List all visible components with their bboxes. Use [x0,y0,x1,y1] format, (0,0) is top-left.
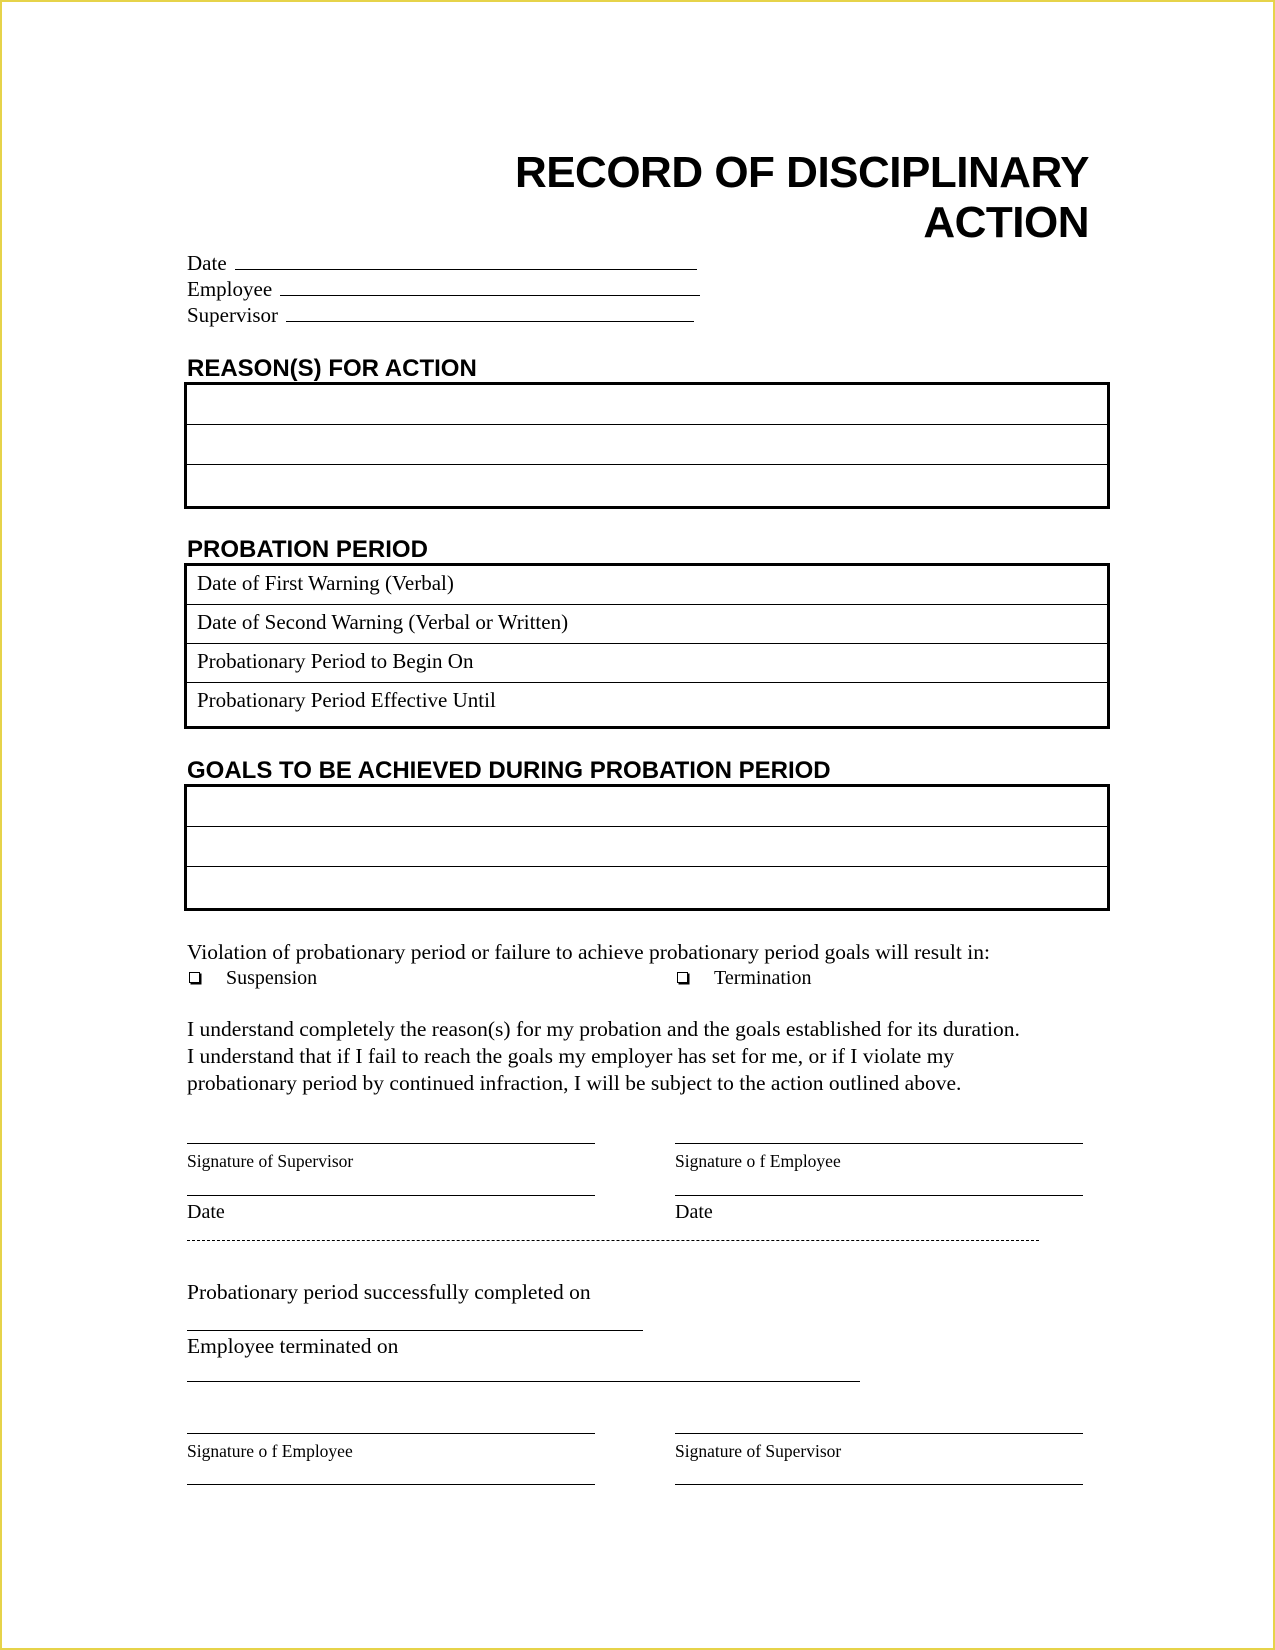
supervisor-label: Supervisor [187,303,278,327]
probation-row-label: Probationary Period to Begin On [197,649,474,673]
date-field [187,250,697,276]
probation-row-label: Date of Second Warning (Verbal or Written) [197,610,569,634]
reasons-heading: REASON(S) FOR ACTION [187,355,477,382]
completed-date-line[interactable] [187,1330,643,1331]
employee-date-line[interactable] [675,1195,1083,1196]
acknowledgement-line-2: I understand that if I fail to reach the goals my employer has set for me, or if I violate my [187,1044,955,1068]
termination-option[interactable] [677,966,811,990]
probation-row-label: Probationary Period Effective Until [197,688,496,712]
supervisor-input-line[interactable] [286,304,694,322]
goals-box [184,784,1110,911]
goals-heading: GOALS TO BE ACHIEVED DURING PROBATION PERIOD [187,757,831,784]
supervisor-signature-line[interactable] [187,1143,595,1144]
suspension-option[interactable] [189,966,317,990]
cut-line-divider [187,1240,1039,1241]
reasons-row[interactable] [187,425,1107,465]
date-input-line[interactable] [235,252,697,270]
supervisor-signature-line-2[interactable] [675,1433,1083,1434]
date-label-left: Date [187,1201,225,1223]
supervisor-signature-label-2: Signature of Supervisor [675,1441,842,1461]
employee-field [187,276,700,302]
reasons-box [184,382,1110,509]
goals-row[interactable] [187,787,1107,827]
employee-label: Employee [187,277,273,301]
employee-signature-line-2[interactable] [187,1433,595,1434]
completed-label: Probationary period successfully completed on [187,1280,591,1304]
reasons-row[interactable] [187,385,1107,425]
checkbox-icon[interactable] [189,972,200,983]
goals-row[interactable] [187,867,1107,907]
checkbox-icon[interactable] [677,972,688,983]
terminated-date-line[interactable] [187,1381,860,1382]
date-label: Date [187,251,227,275]
supervisor-date-line[interactable] [187,1195,595,1196]
termination-label: Termination [714,967,812,989]
violation-text: Violation of probationary period or failure to achieve probationary period goals will result in: [187,940,990,964]
supervisor-date-line-2[interactable] [675,1484,1083,1485]
terminated-label: Employee terminated on [187,1334,399,1358]
date-label-right: Date [675,1201,713,1223]
probation-row-first-warning[interactable] [187,566,1107,605]
probation-row-second-warning[interactable] [187,605,1107,644]
title-line-2: ACTION [923,198,1089,247]
goals-row[interactable] [187,827,1107,867]
probation-row-begin[interactable] [187,644,1107,683]
supervisor-signature-label: Signature of Supervisor [187,1151,354,1171]
probation-heading: PROBATION PERIOD [187,536,428,563]
acknowledgement-line-1: I understand completely the reason(s) for my probation and the goals established for its duration. [187,1017,1020,1041]
employee-signature-label-2: Signature o f Employee [187,1441,353,1461]
employee-date-line-2[interactable] [187,1484,595,1485]
acknowledgement-line-3: probationary period by continued infraction, I will be subject to the action outlined above. [187,1071,962,1095]
employee-signature-line[interactable] [675,1143,1083,1144]
suspension-label: Suspension [226,967,318,989]
supervisor-field [187,302,694,328]
reasons-row[interactable] [187,465,1107,505]
probation-box [184,563,1110,729]
employee-input-line[interactable] [280,278,700,296]
document-title [515,148,1089,248]
probation-row-label: Date of First Warning (Verbal) [197,571,454,595]
employee-signature-label: Signature o f Employee [675,1151,841,1171]
probation-row-until[interactable] [187,683,1107,722]
title-line-1: RECORD OF DISCIPLINARY [514,148,1089,197]
